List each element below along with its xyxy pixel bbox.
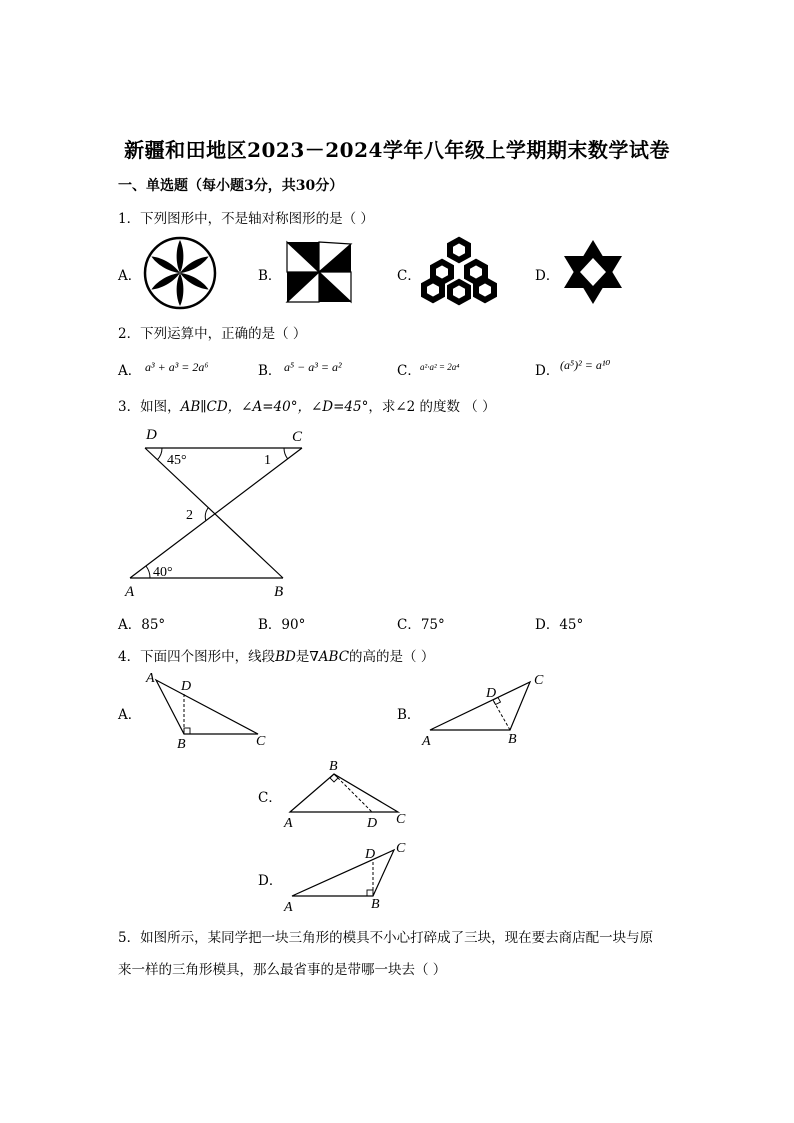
q4-stem-abc: ∇ABC xyxy=(309,649,350,665)
q2-option-b-label[interactable]: B． xyxy=(258,363,282,379)
q3-option-d-value: 45° xyxy=(559,617,584,633)
q4-option-d-label[interactable]: D． xyxy=(258,873,283,889)
q4b-point-b: B xyxy=(508,732,517,747)
q4c-point-d: D xyxy=(367,816,378,831)
q3-stem-prefix: 3．如图， xyxy=(118,399,181,415)
q3-point-d: D xyxy=(146,427,157,443)
q1-option-c-hexagon-icon xyxy=(418,235,500,307)
q4-option-c-label[interactable]: C． xyxy=(258,790,282,806)
question-5-line-1: 5．如图所示，某同学把一块三角形的模具不小心打碎成了三块，现在要去商店配一块与原 xyxy=(118,930,654,946)
q4d-point-b: B xyxy=(371,897,380,912)
q3-option-b-label: B． xyxy=(258,617,282,633)
q3-option-a-value: 85° xyxy=(141,617,166,633)
q4a-point-d: D xyxy=(181,679,192,694)
q1-option-b-pinwheel-icon xyxy=(285,240,353,304)
q3-option-a-label: A． xyxy=(118,617,142,633)
q3-option-d[interactable] xyxy=(535,613,583,633)
q2-option-a-expression: a³ + a³ = 2a⁶ xyxy=(145,360,209,374)
q3-point-c: C xyxy=(292,429,303,445)
q3-option-c-label: C． xyxy=(397,617,421,633)
q3-option-c-value: 75° xyxy=(420,617,445,633)
q4b-point-a: A xyxy=(422,734,431,749)
question-3-stem xyxy=(118,395,496,415)
q1-option-d-label[interactable]: D． xyxy=(535,268,560,284)
q3-point-b: B xyxy=(274,584,284,600)
q4a-point-b: B xyxy=(177,737,186,752)
q3-option-c[interactable] xyxy=(397,613,445,633)
q4d-point-d: D xyxy=(365,847,376,862)
q4-option-c-triangle xyxy=(278,754,418,834)
q2-option-b-expression: a⁵ − a³ = a² xyxy=(284,360,342,374)
q3-angle-d-label: 45° xyxy=(167,453,187,468)
q4-stem-bd: BD xyxy=(275,649,296,665)
q4d-point-c: C xyxy=(396,841,406,856)
q1-option-c-label[interactable]: C． xyxy=(397,268,421,284)
question-1-stem: 1．下列图形中，不是轴对称图形的是（ ） xyxy=(118,211,374,227)
q2-option-a-label[interactable]: A． xyxy=(118,363,142,379)
q4a-point-a: A xyxy=(146,671,155,686)
q4d-point-a: A xyxy=(284,900,293,915)
q3-stem-suffix: ，求∠2 的度数 （ ） xyxy=(368,399,496,415)
q3-option-b[interactable] xyxy=(258,613,305,633)
q2-option-c-label[interactable]: C． xyxy=(397,363,421,379)
q4-option-a-triangle xyxy=(140,668,280,754)
q3-angle-2-label: 2 xyxy=(186,508,193,523)
q4-stem-prefix: 4．下面四个图形中，线段 xyxy=(118,649,276,665)
q1-option-b-label[interactable]: B． xyxy=(258,268,282,284)
q2-option-c-expression: a²·a² = 2a⁴ xyxy=(420,362,460,372)
q2-option-d-expression: (a⁵)² = a¹⁰ xyxy=(560,358,611,372)
q3-point-a: A xyxy=(125,584,135,600)
section-heading: 一、单选题（每小题3分，共30分） xyxy=(118,178,344,194)
question-4-stem xyxy=(118,645,434,665)
q3-option-a[interactable] xyxy=(118,613,165,633)
q4-option-b-triangle xyxy=(418,668,558,754)
q3-stem-math: AB∥CD，∠A=40°，∠D=45° xyxy=(180,399,369,415)
q4a-point-c: C xyxy=(256,734,266,749)
q3-option-d-label: D． xyxy=(535,617,560,633)
question-5-line-2: 来一样的三角形模具，那么最省事的是带哪一块去（ ） xyxy=(118,962,447,978)
q4-stem-mid: 是 xyxy=(295,649,310,665)
q1-option-a-label[interactable]: A． xyxy=(118,268,142,284)
q2-option-d-label[interactable]: D． xyxy=(535,363,560,379)
q3-angle-a-label: 40° xyxy=(153,565,173,580)
q4-option-a-label[interactable]: A． xyxy=(118,707,142,723)
q3-option-b-value: 90° xyxy=(281,617,306,633)
question-2-stem: 2．下列运算中，正确的是（ ） xyxy=(118,326,307,342)
q4c-point-c: C xyxy=(396,812,406,827)
q4c-point-b: B xyxy=(329,759,338,774)
page-title: 新疆和田地区2023－2024学年八年级上学期期末数学试卷 xyxy=(124,138,670,162)
q4c-point-a: A xyxy=(284,816,293,831)
q4b-point-c: C xyxy=(534,673,544,688)
q4b-point-d: D xyxy=(486,686,497,701)
q3-angle-1-label: 1 xyxy=(264,453,271,468)
q3-figure xyxy=(118,420,318,602)
q4-stem-suffix: 的高的是（ ） xyxy=(349,649,435,665)
q4-option-b-label[interactable]: B． xyxy=(397,707,421,723)
q1-option-d-star-of-david-icon xyxy=(560,238,626,306)
q4-option-d-triangle xyxy=(278,836,418,916)
q1-option-a-flower-icon xyxy=(141,234,219,312)
